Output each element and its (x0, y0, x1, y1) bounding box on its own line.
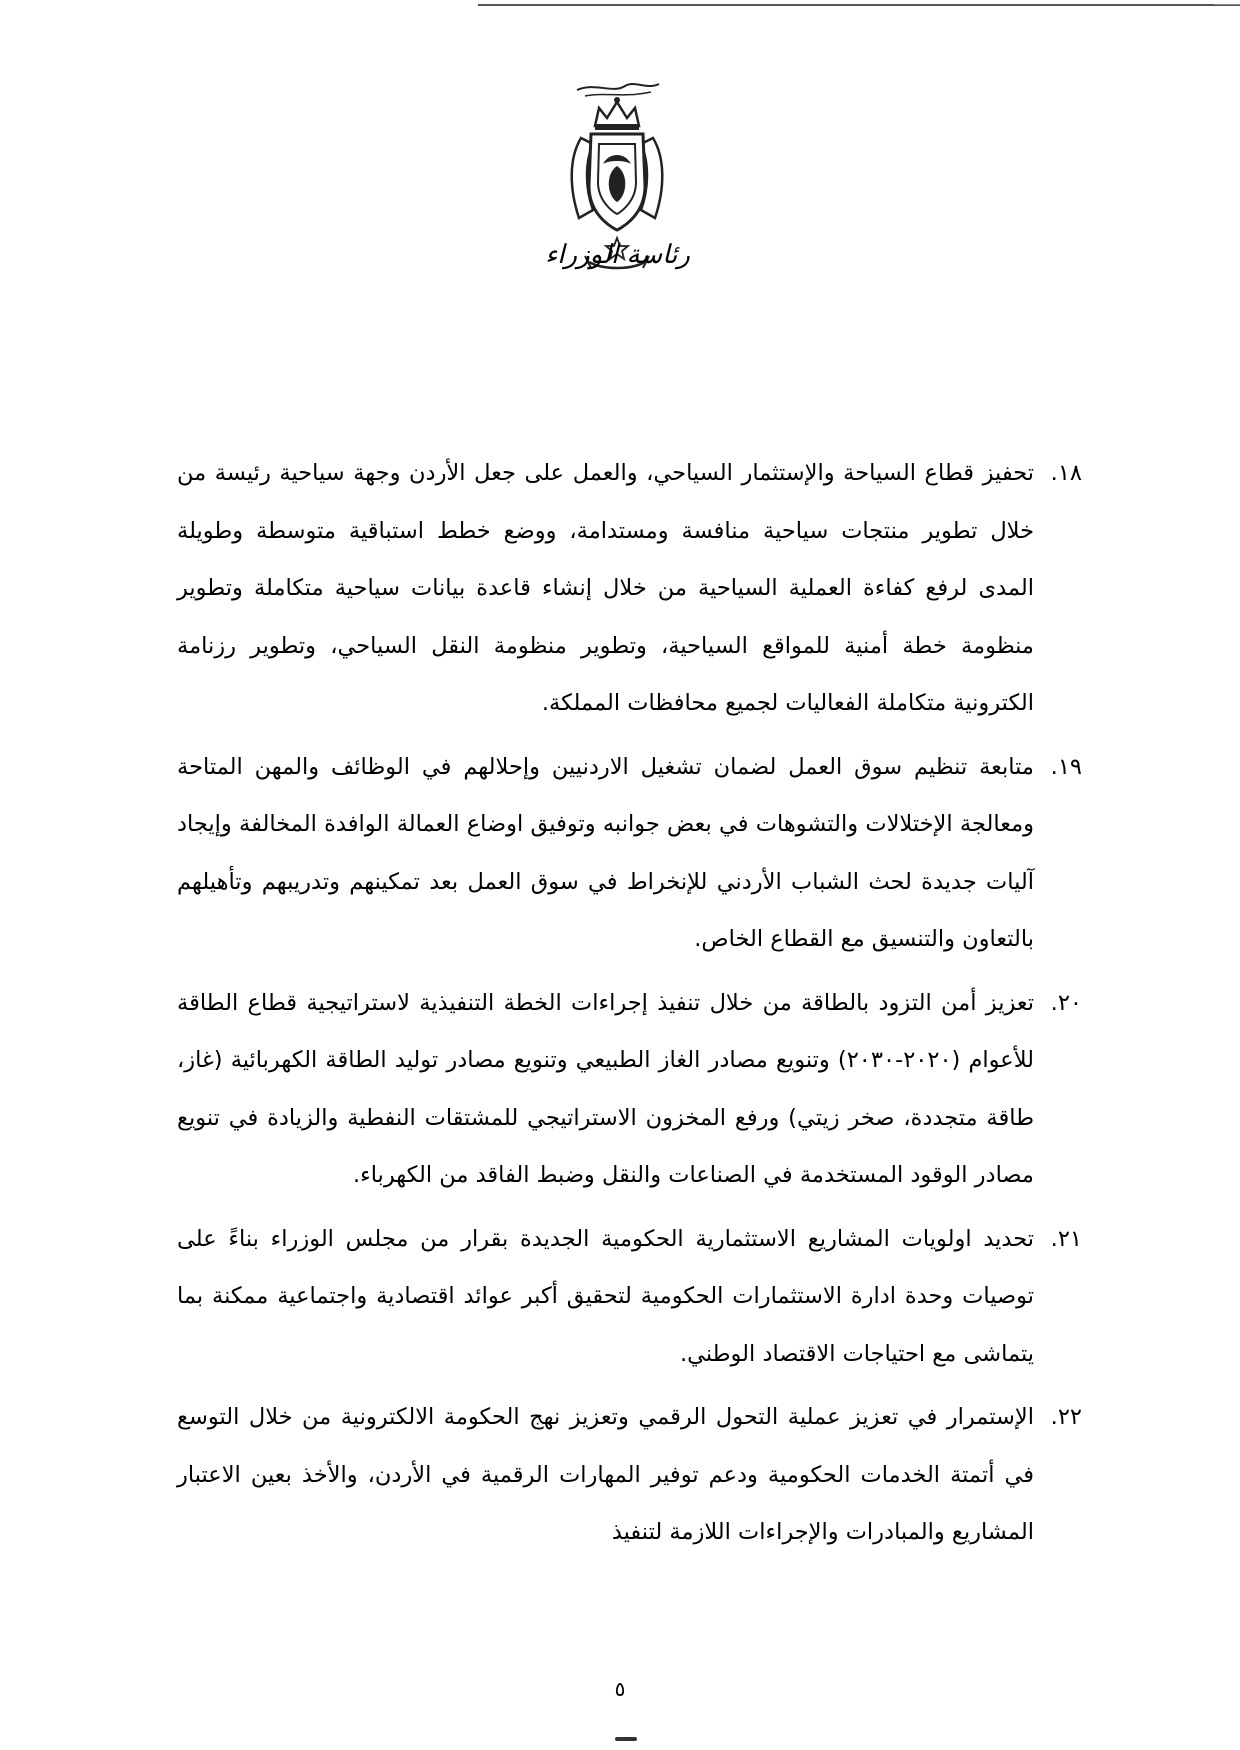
item-number: ٢٠. (1050, 989, 1082, 1016)
item-number: ٢١. (1050, 1225, 1082, 1252)
item-number: ١٩. (1050, 753, 1082, 780)
list-item (177, 1211, 1082, 1384)
top-corner-mark (1214, 0, 1240, 5)
list-item (177, 1389, 1082, 1562)
item-text: تحديد اولويات المشاريع الاستثمارية الحكومية الجديدة بقرار من مجلس الوزراء بناءً على توصيات وحدة ادارة الاستثمارات الحكومية لتحقيق أكبر عوائد اقتصادية واجتماعية ممكنة بما يتماشى مع احتياجات الاقتصاد الوطني. (177, 1225, 1034, 1367)
list-item (177, 975, 1082, 1205)
item-text: الإستمرار في تعزيز عملية التحول الرقمي وتعزيز نهج الحكومة الالكترونية من خلال التوسع في أتمتة الخدمات الحكومية ودعم توفير المهارات الرقمية في الأردن، والأخذ بعين الاعتبار المشاريع والمبادرات والإجراءات اللازمة لتنفيذ (177, 1404, 1034, 1545)
page-number: ٥ (614, 1677, 626, 1701)
item-text: تحفيز قطاع السياحة والإستثمار السياحي، والعمل على جعل الأردن وجهة سياحية رئيسة من خلال تطوير منتجات سياحية منافسة ومستدامة، ووضع خطط استباقية متوسطة وطويلة المدى لرفع كفاءة العملية السياحية من خلال إنشاء قاعدة بيانات سياحية متكاملة وتطوير منظومة خطة أمنية للمواقع السياحية، وتطوير منظومة النقل السياحي، وتطوير رزنامة الكترونية متكاملة الفعاليات لجميع محافظات المملكة. (177, 460, 1034, 716)
list-item (177, 739, 1082, 969)
item-text: تعزيز أمن التزود بالطاقة من خلال تنفيذ إجراءات الخطة التنفيذية لاستراتيجية قطاع الطاقة للأعوام (٢٠٢٠-٢٠٣٠) وتنويع مصادر الغاز الطبيعي وتنويع مصادر توليد الطاقة الكهربائية (غاز، طاقة متجددة، صخر زيتي) ورفع المخزون الاستراتيجي للمشتقات النفطية والزيادة في تنويع مصادر الوقود المستخدمة في الصناعات والنقل وضبط الفاقد من الكهرباء. (177, 989, 1034, 1188)
item-number: ٢٢. (1050, 1404, 1082, 1430)
list-item (177, 445, 1082, 733)
decision-items-list (177, 445, 1082, 1562)
office-name: رئاسة الوزراء (545, 240, 690, 270)
item-number: ١٨. (1050, 460, 1082, 486)
item-text: متابعة تنظيم سوق العمل لضمان تشغيل الاردنيين وإحلالهم في الوظائف والمهن المتاحة ومعالجة الإختلالات والتشوهات في بعض جوانبه وتوفيق اوضاع العمالة الوافدة المخالفة وإيجاد آليات جديدة لحث الشباب الأردني للإنخراط في سوق العمل بعد تمكينهم وتدريبهم وتأهيلهم بالتعاون والتنسيق مع القطاع الخاص. (177, 753, 1034, 952)
top-border-line (478, 4, 1240, 6)
bottom-scan-mark (615, 1737, 637, 1741)
